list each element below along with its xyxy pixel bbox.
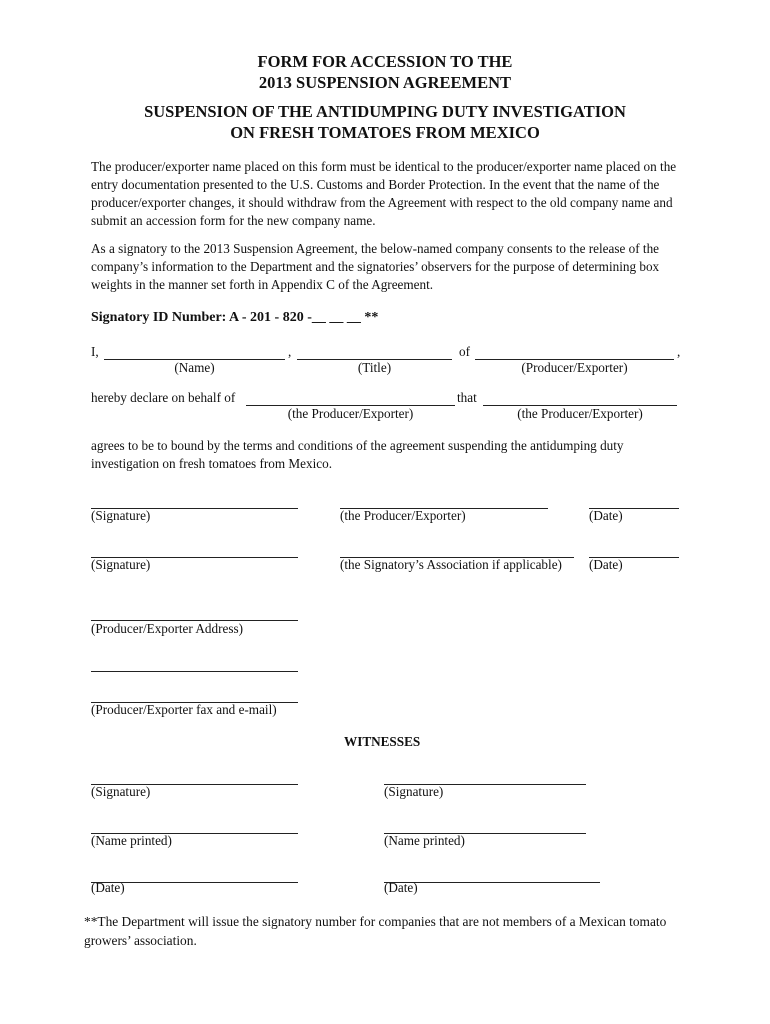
title-caption: (Title) [357, 360, 392, 375]
witness-left-date-caption: (Date) [91, 880, 125, 895]
address-caption: (Producer/Exporter Address) [91, 621, 243, 636]
date-1-caption: (Date) [589, 508, 623, 523]
behalf-caption: (the Producer/Exporter) [287, 406, 414, 421]
comma-1: , [288, 344, 292, 359]
signature-1-caption: (Signature) [91, 508, 151, 523]
of-label: of [459, 344, 470, 359]
witness-right-date-caption: (Date) [384, 880, 418, 895]
date-2-caption: (Date) [589, 557, 623, 572]
form-subtitle-line1: SUSPENSION OF THE ANTIDUMPING DUTY INVESTIGATION [144, 102, 626, 121]
producer-exporter-caption: (Producer/Exporter) [521, 360, 628, 375]
footnote: **The Department will issue the signatory number for companies that are not members of a Mexican tomato growers’ association. [84, 914, 667, 948]
form-title-line2: 2013 SUSPENSION AGREEMENT [258, 73, 512, 92]
behalf-label: hereby declare on behalf of [91, 390, 236, 405]
that-label: that [457, 390, 477, 405]
form-title-line1: FORM FOR ACCESSION TO THE [257, 52, 513, 71]
that-caption: (the Producer/Exporter) [517, 406, 643, 421]
signatory-id-suffix: ** [364, 310, 379, 325]
association-caption: (the Signatory’s Association if applicable) [340, 557, 562, 572]
intro-paragraph-1: The producer/exporter name placed on this form must be identical to the producer/exporter name placed on the entry documentation presented to the U.S. Customs and Border Protection. In the event that the name of the producer/exporter changes, it should withdraw from the Agreement with respect to the old company name and submit an accession form for the new company name. [91, 159, 677, 228]
signature-2-caption: (Signature) [91, 557, 151, 572]
witness-left-name-caption: (Name printed) [91, 833, 172, 848]
producer-signature-caption: (the Producer/Exporter) [340, 508, 466, 523]
signatory-id-row [91, 310, 378, 326]
form-subtitle-line2: ON FRESH TOMATOES FROM MEXICO [230, 123, 540, 142]
name-caption: (Name) [174, 360, 215, 375]
fax-email-caption: (Producer/Exporter fax and e-mail) [91, 702, 277, 717]
witness-right-signature-caption: (Signature) [384, 784, 444, 799]
witness-right-name-caption: (Name printed) [384, 833, 465, 848]
comma-2: , [677, 344, 681, 359]
signatory-id-blanks[interactable]: __ __ __ [311, 310, 361, 325]
i-label: I, [91, 344, 99, 359]
intro-paragraph-2: As a signatory to the 2013 Suspension Agreement, the below-named company consents to the release of the company’s information to the Department and the signatories’ observers for the purpose of determining box weights in the manner set forth in Appendix C of the Agreement. [91, 241, 660, 292]
witness-left-signature-caption: (Signature) [91, 784, 151, 799]
fax-email-field-1[interactable] [91, 671, 298, 672]
agrees-paragraph: agrees to be to bound by the terms and conditions of the agreement suspending the antidumping duty investigation on fresh tomatoes from Mexico. [91, 438, 624, 471]
signatory-id-label: Signatory ID Number: A - 201 - 820 - [91, 310, 312, 325]
witnesses-heading: WITNESSES [344, 734, 421, 749]
